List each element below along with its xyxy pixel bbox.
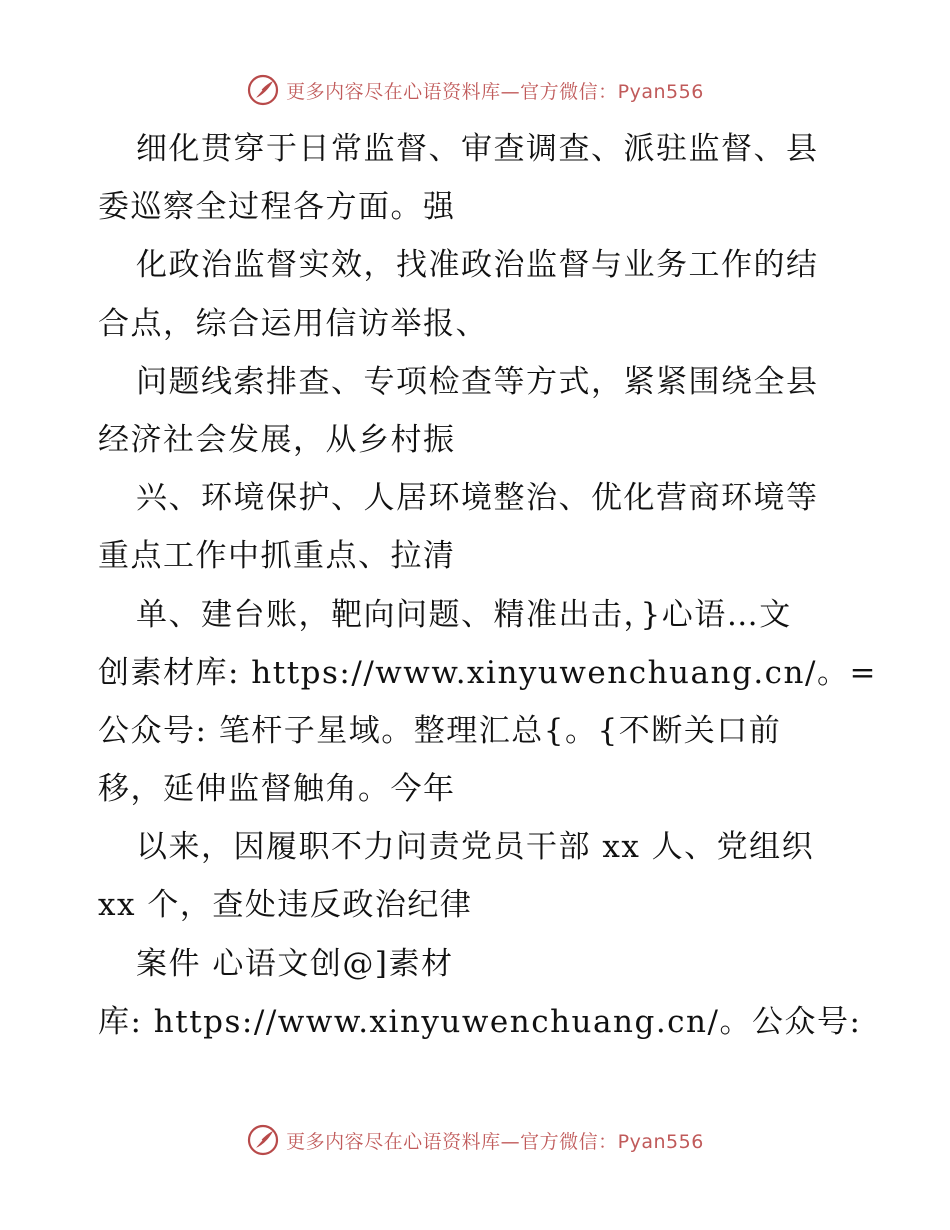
footer-banner (0, 1120, 950, 1160)
body-line: 化政治监督实效，找准政治监督与业务工作的结 (136, 247, 819, 284)
footer-banner-text: 更多内容尽在心语资料库—官方微信：Pyan556 (286, 1130, 704, 1153)
document-body (98, 120, 877, 1051)
body-line: xx 个，查处违反政治纪律 (98, 887, 473, 924)
body-line: 案件 心语文创@]素材 (136, 945, 454, 982)
body-line: 合点，综合运用信访举报、 (98, 305, 488, 342)
body-line: 经济社会发展，从乡村振 (98, 421, 456, 458)
body-line: 移，延伸监督触角。今年 (98, 771, 456, 808)
body-line: 单、建台账，靶向问题、精准出击，}心语…文 (136, 596, 792, 633)
body-line: 创素材库: https://www.xinyuwenchuang.cn/。= (98, 654, 877, 691)
quill-pen-logo-icon (246, 73, 280, 107)
quill-pen-logo-icon (246, 1123, 280, 1157)
header-banner-text: 更多内容尽在心语资料库—官方微信：Pyan556 (286, 80, 704, 103)
body-line: 委巡察全过程各方面。强 (98, 189, 456, 226)
body-line: 兴、环境保护、人居环境整治、优化营商环境等 (136, 480, 819, 517)
body-line: 库: https://www.xinyuwenchuang.cn/。公众号: (98, 1003, 862, 1040)
body-line: 公众号: 笔杆子星域。整理汇总{。{不断关口前 (98, 712, 782, 749)
body-line: 细化贯穿于日常监督、审查调查、派驻监督、县 (136, 131, 819, 167)
body-line: 问题线索排查、专项检查等方式，紧紧围绕全县 (136, 363, 819, 400)
body-line: 以来，因履职不力问责党员干部 xx 人、党组织 (136, 829, 815, 866)
header-banner (0, 70, 950, 110)
body-line: 重点工作中抓重点、拉清 (98, 538, 456, 575)
